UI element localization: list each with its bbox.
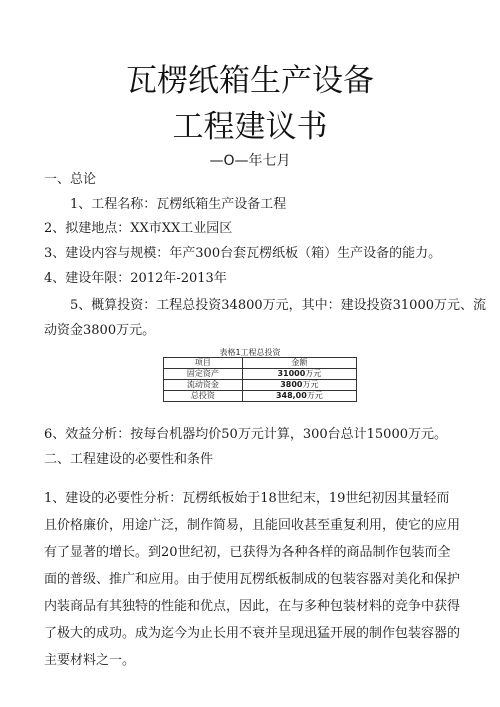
header-amount: 金额: [242, 358, 356, 369]
table-row: [164, 369, 357, 380]
document-title-line1: 瓦楞纸箱生产设备: [126, 63, 374, 99]
row-item: 总投资: [164, 391, 243, 402]
amount-value: 31000: [277, 369, 306, 378]
item-location: 2、拟建地点：XX市XX工业园区: [44, 221, 233, 236]
row-amount: [242, 369, 356, 380]
paragraph-necessity: [44, 485, 462, 674]
section-heading-general: 一、总论: [44, 172, 97, 187]
table-row: [164, 380, 357, 391]
table-row: [164, 391, 357, 402]
investment-table: [163, 357, 357, 402]
row-amount: [242, 391, 356, 402]
amount-value: 348,00: [275, 391, 307, 400]
row-amount: [242, 380, 356, 391]
header-item: 项目: [164, 358, 243, 369]
item-project-name: 1、工程名称：瓦楞纸箱生产设备工程: [70, 197, 287, 212]
amount-unit: 万元: [305, 369, 322, 378]
amount-unit: 万元: [302, 380, 319, 389]
row-item: 固定资产: [164, 369, 243, 380]
amount-value: 3800: [280, 380, 303, 389]
document-title-line2: 工程建议书: [172, 109, 328, 145]
paragraph-text: 1、建设的必要性分析：瓦楞纸板始于18世纪末，19世纪初因其量轻而且价格廉价，用途广泛，制作简易，且能回收甚至重复利用，使它的应用有了显著的增长。到20世纪初，已获得为各种各样的商品制作包装而全面的普级、推广和应用。由于使用瓦楞纸板制成的包装容器对美化和保护内装商品有其独特的性能和优点，因此，在与多种包装材料的竞争中获得了极大的成功。成为迄今为止长用不衰并呈现迅猛开展的制作包装容器的主要材料之一。: [44, 491, 461, 668]
item-duration: 4、建设年限：2012年-2013年: [44, 271, 227, 286]
document-date: —O—年七月: [209, 153, 291, 169]
section-heading-necessity: 二、工程建设的必要性和条件: [44, 452, 214, 467]
item-investment-line2: 动资金3800万元。: [44, 323, 156, 338]
row-item: 流动资金: [164, 380, 243, 391]
table-caption: 表格1工程总投资: [219, 348, 281, 357]
amount-unit: 万元: [306, 391, 323, 400]
item-investment-line1: 5、概算投资：工程总投资34800万元，其中：建设投资31000万元、流: [70, 298, 486, 313]
item-scope: 3、建设内容与规模：年产300台套瓦楞纸板（箱）生产设备的能力。: [44, 246, 442, 261]
item-benefit: 6、效益分析：按每台机器均价50万元计算，300台总计15000万元。: [44, 427, 447, 442]
table-header-row: [164, 358, 357, 369]
